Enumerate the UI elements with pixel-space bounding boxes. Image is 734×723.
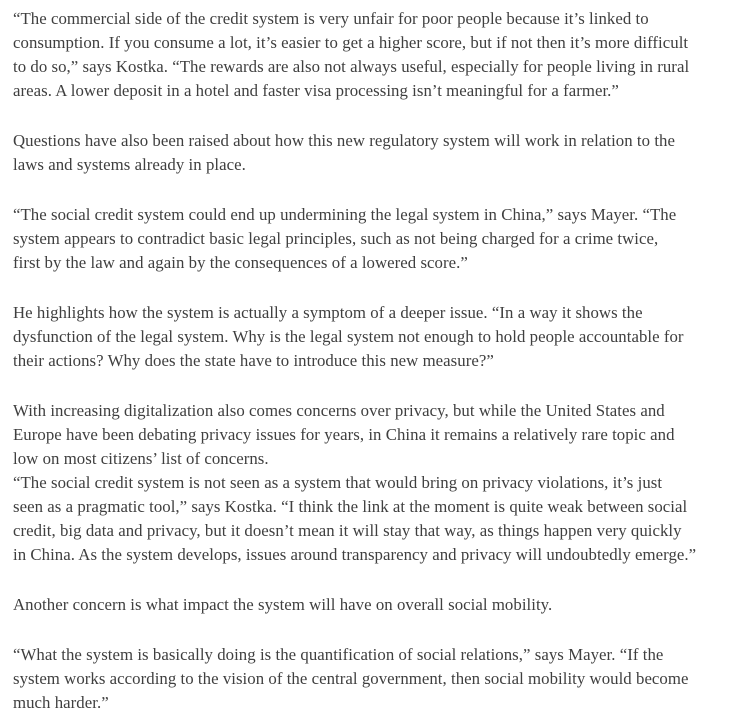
paragraph-line: Europe have been debating privacy issues for years, in China it remains a relatively rare topic and — [13, 425, 675, 444]
paragraph-social-mobility — [13, 593, 723, 617]
paragraph-line: in China. As the system develops, issues around transparency and privacy will undoubtedly emerge.” — [13, 545, 697, 564]
paragraph-line: “The social credit system is not seen as a system that would bring on privacy violations, it’s just — [13, 473, 663, 492]
paragraph-line: credit, big data and privacy, but it doesn’t mean it will stay that way, as things happen very quickly — [13, 521, 682, 540]
paragraph-line: “The commercial side of the credit system is very unfair for poor people because it’s linked to — [13, 9, 649, 28]
paragraph-line: much harder.” — [13, 693, 109, 712]
paragraph-line: system appears to contradict basic legal principles, such as not being charged for a crime twice, — [13, 229, 659, 248]
paragraph-deeper-issue — [13, 301, 723, 373]
paragraph-kostka-privacy — [13, 471, 723, 567]
paragraph-line: dysfunction of the legal system. Why is the legal system not enough to hold people accountable for — [13, 327, 684, 346]
paragraph-line: their actions? Why does the state have to introduce this new measure?” — [13, 351, 494, 370]
paragraph-kostka-commercial — [13, 7, 723, 103]
paragraph-regulatory-questions — [13, 129, 723, 177]
paragraph-mayer-quantification — [13, 643, 723, 715]
paragraph-line: to do so,” says Kostka. “The rewards are also not always useful, especially for people living in rural — [13, 57, 690, 76]
paragraph-line: laws and systems already in place. — [13, 155, 246, 174]
paragraph-line: consumption. If you consume a lot, it’s easier to get a higher score, but if not then it’s more difficult — [13, 33, 689, 52]
paragraph-line: He highlights how the system is actually a symptom of a deeper issue. “In a way it shows the — [13, 303, 643, 322]
paragraph-privacy — [13, 399, 723, 471]
paragraph-mayer-legal — [13, 203, 723, 275]
paragraph-line: Questions have also been raised about how this new regulatory system will work in relation to the — [13, 131, 675, 150]
paragraph-line: With increasing digitalization also comes concerns over privacy, but while the United States and — [13, 401, 665, 420]
paragraph-line: “The social credit system could end up undermining the legal system in China,” says Mayer. “The — [13, 205, 677, 224]
paragraph-line: low on most citizens’ list of concerns. — [13, 449, 269, 468]
paragraph-line: first by the law and again by the consequences of a lowered score.” — [13, 253, 468, 272]
paragraph-line: system works according to the vision of the central government, then social mobility would become — [13, 669, 689, 688]
paragraph-line: Another concern is what impact the system will have on overall social mobility. — [13, 595, 553, 614]
paragraph-line: areas. A lower deposit in a hotel and faster visa processing isn’t meaningful for a farmer.” — [13, 81, 619, 100]
paragraph-line: seen as a pragmatic tool,” says Kostka. “I think the link at the moment is quite weak between social — [13, 497, 688, 516]
paragraph-line: “What the system is basically doing is the quantification of social relations,” says Mayer. “If the — [13, 645, 664, 664]
